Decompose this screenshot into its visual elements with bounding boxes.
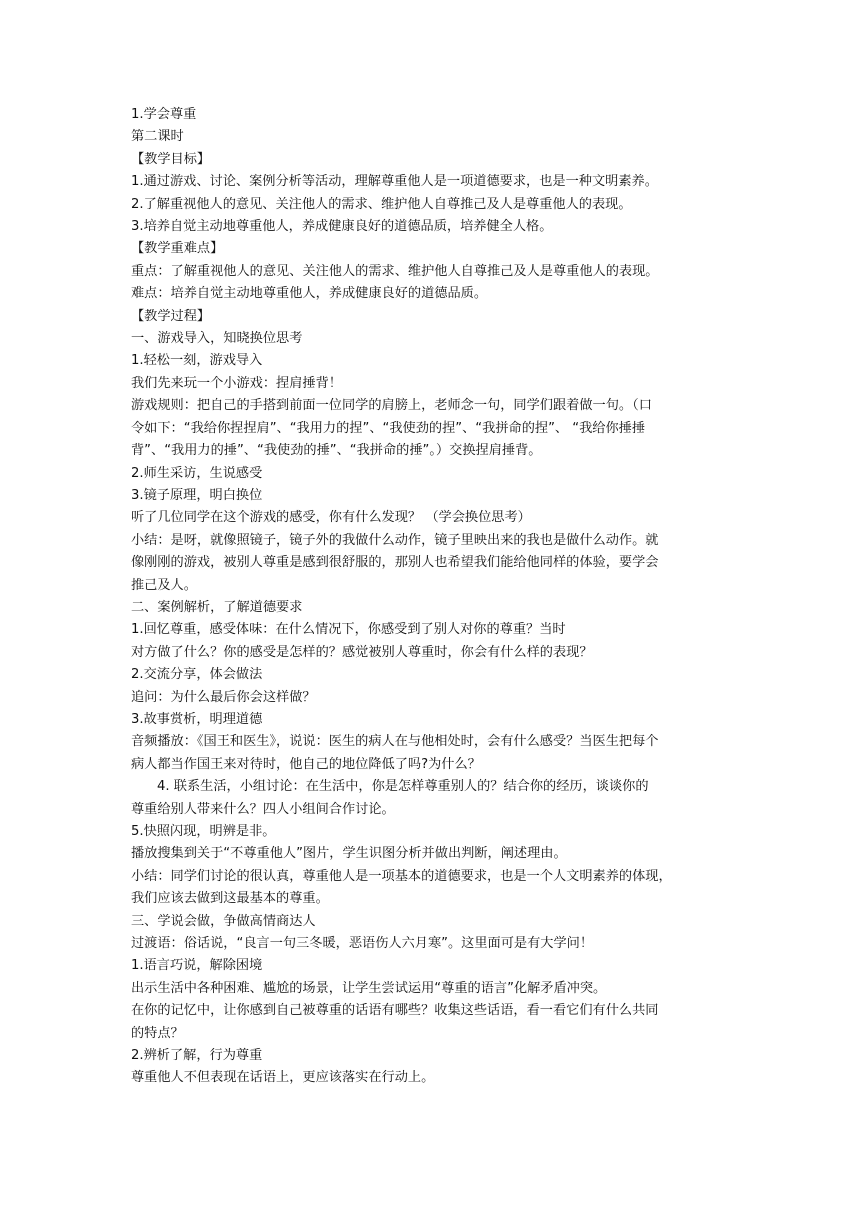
body-text: 出示生活中各种困难、尴尬的场景，让学生尝试运用“尊重的语言”化解矛盾冲突。 — [131, 980, 607, 996]
document-body — [131, 104, 731, 1090]
goal-item: 1.通过游戏、讨论、案例分析等活动，理解尊重他人是一项道德要求，也是一种文明素养。 — [131, 174, 658, 190]
body-text: 我们先来玩一个小游戏：捏肩捶背！ — [131, 375, 342, 391]
body-text: 4. 联系生活，小组讨论：在生活中，你是怎样尊重别人的？结合你的经历，谈谈你的 — [157, 779, 649, 795]
subsection-title: 5.快照闪现，明辨是非。 — [131, 824, 276, 839]
body-text: 过渡语：俗话说，“良言一句三冬暖，恶语伤人六月寒”。这里面可是有大学问！ — [131, 936, 594, 952]
summary-text: 像刚刚的游戏，被别人尊重是感到很舒服的，那别人也希望我们能给他同样的体验，要学会 — [131, 555, 659, 571]
subsection-title: 1.语言巧说，解除困境 — [131, 958, 263, 974]
subsection-title: 2.交流分享，体会做法 — [131, 667, 263, 683]
body-text: 尊重给别人带来什么？四人小组间合作讨论。 — [131, 801, 395, 817]
body-text: 音频播放：《国王和医生》，说说：医生的病人在与他相处时，会有什么感受？当医生把每个 — [131, 734, 659, 750]
process-heading: 【教学过程】 — [131, 308, 211, 324]
summary-text: 我们应该去做到这最基本的尊重。 — [131, 891, 329, 907]
body-text: 追问：为什么最后你会这样做？ — [131, 689, 316, 705]
section-title: 一、游戏导入，知晓换位思考 — [131, 331, 303, 347]
goals-heading: 【教学目标】 — [131, 151, 211, 167]
subsection-title: 1.轻松一刻，游戏导入 — [131, 353, 263, 369]
goal-item: 2.了解重视他人的意见、关注他人的需求、维护他人自尊推己及人是尊重他人的表现。 — [131, 196, 632, 212]
body-text: 令如下：“我给你捏捏肩”、“我用力的捏”、“我使劲的捏”、“我拼命的捏”、 “我给你捶捶 — [131, 420, 646, 436]
body-text: 1.回忆尊重，感受体味：在什么情况下，你感受到了别人对你的尊重？当时 — [131, 622, 566, 638]
subsection-title: 2.辨析了解，行为尊重 — [131, 1048, 263, 1064]
body-text: 病人都当作国王来对待时，他自己的地位降低了吗?为什么？ — [131, 756, 481, 772]
body-text: 在你的记忆中，让你感到自己被尊重的话语有哪些？收集这些话语，看一看它们有什么共同 — [131, 1003, 659, 1019]
summary-text: 小结：同学们讨论的很认真，尊重他人是一项基本的道德要求，也是一个人文明素养的体现， — [131, 868, 672, 884]
body-text: 尊重他人不但表现在话语上，更应该落实在行动上。 — [131, 1070, 435, 1086]
body-text: 背”、“我用力的捶”、“我使劲的捶”、“我拼命的捶”。）交换捏肩捶背。 — [131, 443, 542, 459]
summary-text: 推己及人。 — [131, 577, 197, 593]
document-title: 1.学会尊重 — [131, 107, 197, 122]
key-point: 重点：了解重视他人的意见、关注他人的需求、维护他人自尊推己及人是尊重他人的表现。 — [131, 263, 659, 279]
body-text: 的特点？ — [131, 1025, 184, 1041]
section-title: 二、案例解析，了解道德要求 — [131, 599, 303, 615]
difficult-point: 难点：培养自觉主动地尊重他人，养成健康良好的道德品质。 — [131, 286, 488, 302]
subsection-title: 3.镜子原理，明白换位 — [131, 487, 263, 503]
body-text: 播放搜集到关于“不尊重他人”图片，学生识图分析并做出判断，阐述理由。 — [131, 846, 567, 862]
body-text: 对方做了什么？你的感受是怎样的？感觉被别人尊重时，你会有什么样的表现？ — [131, 644, 593, 660]
key-points-heading: 【教学重难点】 — [131, 241, 224, 257]
body-text: 游戏规则：把自己的手搭到前面一位同学的肩膀上，老师念一句，同学们跟着做一句。（口 — [131, 398, 652, 414]
body-text: 听了几位同学在这个游戏的感受，你有什么发现？ （学会换位思考） — [131, 510, 531, 526]
subsection-title: 3.故事赏析，明理道德 — [131, 711, 263, 727]
subsection-title: 2.师生采访，生说感受 — [131, 465, 263, 481]
goal-item: 3.培养自觉主动地尊重他人，养成健康良好的道德品质，培养健全人格。 — [131, 219, 553, 235]
summary-text: 小结：是呀，就像照镜子，镜子外的我做什么动作，镜子里映出来的我也是做什么动作。就 — [131, 532, 659, 548]
section-title: 三、学说会做，争做高情商达人 — [131, 913, 316, 929]
lesson-label: 第二课时 — [131, 129, 184, 145]
